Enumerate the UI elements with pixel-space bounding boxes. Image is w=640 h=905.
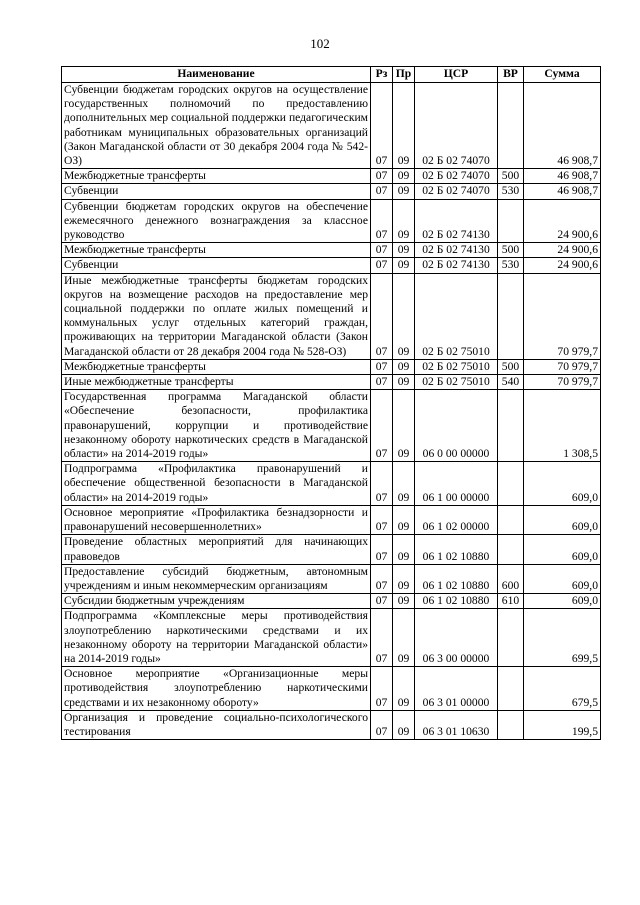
row-rz-cell: 07 [371,710,393,739]
row-csr-cell: 02 Б 02 74070 [415,169,498,184]
row-vr-cell: 540 [498,375,524,390]
row-name-cell: Субсидии бюджетным учреждениям [62,594,371,609]
row-rz-cell: 07 [371,169,393,184]
row-vr-cell: 500 [498,169,524,184]
row-rz-cell: 07 [371,83,393,169]
row-pr-cell: 09 [393,667,415,711]
row-vr-cell [498,505,524,534]
row-name-cell: Государственная программа Магаданской области «Обеспечение безопасности, профилактика правонарушений, коррупции и противодействие незаконному обороту наркотических средств в Магаданской области» на 2014-2019 годы» [62,390,371,462]
row-csr-cell: 06 3 01 10630 [415,710,498,739]
table-row [62,667,601,711]
row-rz-cell: 07 [371,462,393,506]
row-pr-cell: 09 [393,609,415,667]
row-vr-cell: 530 [498,184,524,199]
budget-table [61,66,601,740]
row-name-cell: Субвенции [62,258,371,273]
row-pr-cell: 09 [393,462,415,506]
column-header-name: Наименование [62,67,371,83]
row-name-cell: Межбюджетные трансферты [62,359,371,374]
table-row [62,710,601,739]
row-csr-cell: 06 1 02 10880 [415,535,498,564]
row-vr-cell [498,273,524,359]
table-row [62,390,601,462]
row-name-cell: Межбюджетные трансферты [62,169,371,184]
row-csr-cell: 06 3 01 00000 [415,667,498,711]
row-pr-cell: 09 [393,535,415,564]
row-rz-cell: 07 [371,667,393,711]
column-header-sum: Сумма [524,67,601,83]
table-row [62,359,601,374]
row-rz-cell: 07 [371,184,393,199]
row-name-cell: Иные межбюджетные трансферты бюджетам городских округов на возмещение расходов на предоставление мер социальной поддержки по оплате жилых помещений и коммунальных услуг отдельных категорий граждан, проживающих на территории Магаданской области (Закон Магаданской области от 28 декабря 2004 года № 528-ОЗ) [62,273,371,359]
row-name-cell: Субвенции бюджетам городских округов на обеспечение ежемесячного денежного вознаграждения за классное руководство [62,199,371,243]
row-name-cell: Основное мероприятие «Организационные меры противодействия злоупотреблению наркотическими средствами и их незаконному обороту» [62,667,371,711]
row-sum-cell: 24 900,6 [524,243,601,258]
row-vr-cell: 610 [498,594,524,609]
row-rz-cell: 07 [371,609,393,667]
row-sum-cell: 46 908,7 [524,169,601,184]
table-row [62,462,601,506]
row-rz-cell: 07 [371,594,393,609]
row-name-cell: Субвенции [62,184,371,199]
row-csr-cell: 02 Б 02 74070 [415,184,498,199]
table-row [62,169,601,184]
row-name-cell: Проведение областных мероприятий для начинающих правоведов [62,535,371,564]
row-pr-cell: 09 [393,710,415,739]
row-sum-cell: 70 979,7 [524,375,601,390]
row-sum-cell: 1 308,5 [524,390,601,462]
column-header-csr: ЦСР [415,67,498,83]
row-pr-cell: 09 [393,184,415,199]
row-sum-cell: 46 908,7 [524,184,601,199]
row-pr-cell: 09 [393,594,415,609]
row-rz-cell: 07 [371,390,393,462]
table-body [62,83,601,740]
row-name-cell: Организация и проведение социально-психологического тестирования [62,710,371,739]
row-pr-cell: 09 [393,169,415,184]
table-row [62,375,601,390]
row-pr-cell: 09 [393,83,415,169]
row-name-cell: Предоставление субсидий бюджетным, автономным учреждениям и иным некоммерческим организациям [62,564,371,593]
row-sum-cell: 24 900,6 [524,258,601,273]
row-rz-cell: 07 [371,375,393,390]
row-csr-cell: 02 Б 02 74070 [415,83,498,169]
row-rz-cell: 07 [371,273,393,359]
row-name-cell: Основное мероприятие «Профилактика безнадзорности и правонарушений несовершеннолетних» [62,505,371,534]
table-row [62,258,601,273]
row-name-cell: Межбюджетные трансферты [62,243,371,258]
column-header-pr: Пр [393,67,415,83]
row-vr-cell [498,535,524,564]
row-csr-cell: 02 Б 02 74130 [415,258,498,273]
row-sum-cell: 70 979,7 [524,359,601,374]
row-sum-cell: 199,5 [524,710,601,739]
row-name-cell: Иные межбюджетные трансферты [62,375,371,390]
row-csr-cell: 02 Б 02 74130 [415,199,498,243]
row-rz-cell: 07 [371,564,393,593]
row-pr-cell: 09 [393,273,415,359]
row-pr-cell: 09 [393,258,415,273]
table-row [62,243,601,258]
row-csr-cell: 06 1 00 00000 [415,462,498,506]
row-pr-cell: 09 [393,375,415,390]
row-sum-cell: 699,5 [524,609,601,667]
table-row [62,564,601,593]
row-csr-cell: 02 Б 02 75010 [415,375,498,390]
page-number: 102 [310,36,330,51]
row-pr-cell: 09 [393,564,415,593]
table-row [62,83,601,169]
row-pr-cell: 09 [393,390,415,462]
row-pr-cell: 09 [393,359,415,374]
row-vr-cell: 530 [498,258,524,273]
table-row [62,594,601,609]
row-vr-cell [498,83,524,169]
row-vr-cell [498,710,524,739]
row-csr-cell: 06 1 02 10880 [415,594,498,609]
row-rz-cell: 07 [371,243,393,258]
row-vr-cell [498,667,524,711]
column-header-vr: ВР [498,67,524,83]
table-row [62,609,601,667]
table-row [62,273,601,359]
row-rz-cell: 07 [371,505,393,534]
row-name-cell: Субвенции бюджетам городских округов на осуществление государственных полномочий по предоставлению дополнительных мер социальной поддержки педагогическим работникам муниципальных образовательных организаций (Закон Магаданской области от 30 декабря 2004 года № 542-ОЗ) [62,83,371,169]
row-csr-cell: 06 1 02 00000 [415,505,498,534]
row-csr-cell: 06 0 00 00000 [415,390,498,462]
row-sum-cell: 609,0 [524,505,601,534]
row-pr-cell: 09 [393,505,415,534]
row-sum-cell: 609,0 [524,462,601,506]
row-pr-cell: 09 [393,243,415,258]
table-row [62,535,601,564]
row-sum-cell: 46 908,7 [524,83,601,169]
table-row [62,505,601,534]
row-sum-cell: 70 979,7 [524,273,601,359]
row-rz-cell: 07 [371,199,393,243]
row-csr-cell: 06 1 02 10880 [415,564,498,593]
row-sum-cell: 24 900,6 [524,199,601,243]
row-vr-cell [498,609,524,667]
row-name-cell: Подпрограмма «Комплексные меры противодействия злоупотреблению наркотическими средствами и их незаконному обороту на территории Магаданской области» на 2014-2019 годы» [62,609,371,667]
row-csr-cell: 02 Б 02 74130 [415,243,498,258]
row-csr-cell: 02 Б 02 75010 [415,359,498,374]
table-header-row [62,67,601,83]
row-vr-cell: 500 [498,243,524,258]
row-sum-cell: 679,5 [524,667,601,711]
row-rz-cell: 07 [371,359,393,374]
table-row [62,199,601,243]
row-name-cell: Подпрограмма «Профилактика правонарушений и обеспечение общественной безопасности в Магаданской области» на 2014-2019 годы» [62,462,371,506]
row-vr-cell: 500 [498,359,524,374]
row-vr-cell [498,199,524,243]
column-header-rz: Рз [371,67,393,83]
row-pr-cell: 09 [393,199,415,243]
row-sum-cell: 609,0 [524,535,601,564]
row-rz-cell: 07 [371,258,393,273]
row-csr-cell: 02 Б 02 75010 [415,273,498,359]
row-csr-cell: 06 3 00 00000 [415,609,498,667]
row-vr-cell: 600 [498,564,524,593]
row-sum-cell: 609,0 [524,564,601,593]
row-sum-cell: 609,0 [524,594,601,609]
row-vr-cell [498,462,524,506]
table-row [62,184,601,199]
row-rz-cell: 07 [371,535,393,564]
row-vr-cell [498,390,524,462]
